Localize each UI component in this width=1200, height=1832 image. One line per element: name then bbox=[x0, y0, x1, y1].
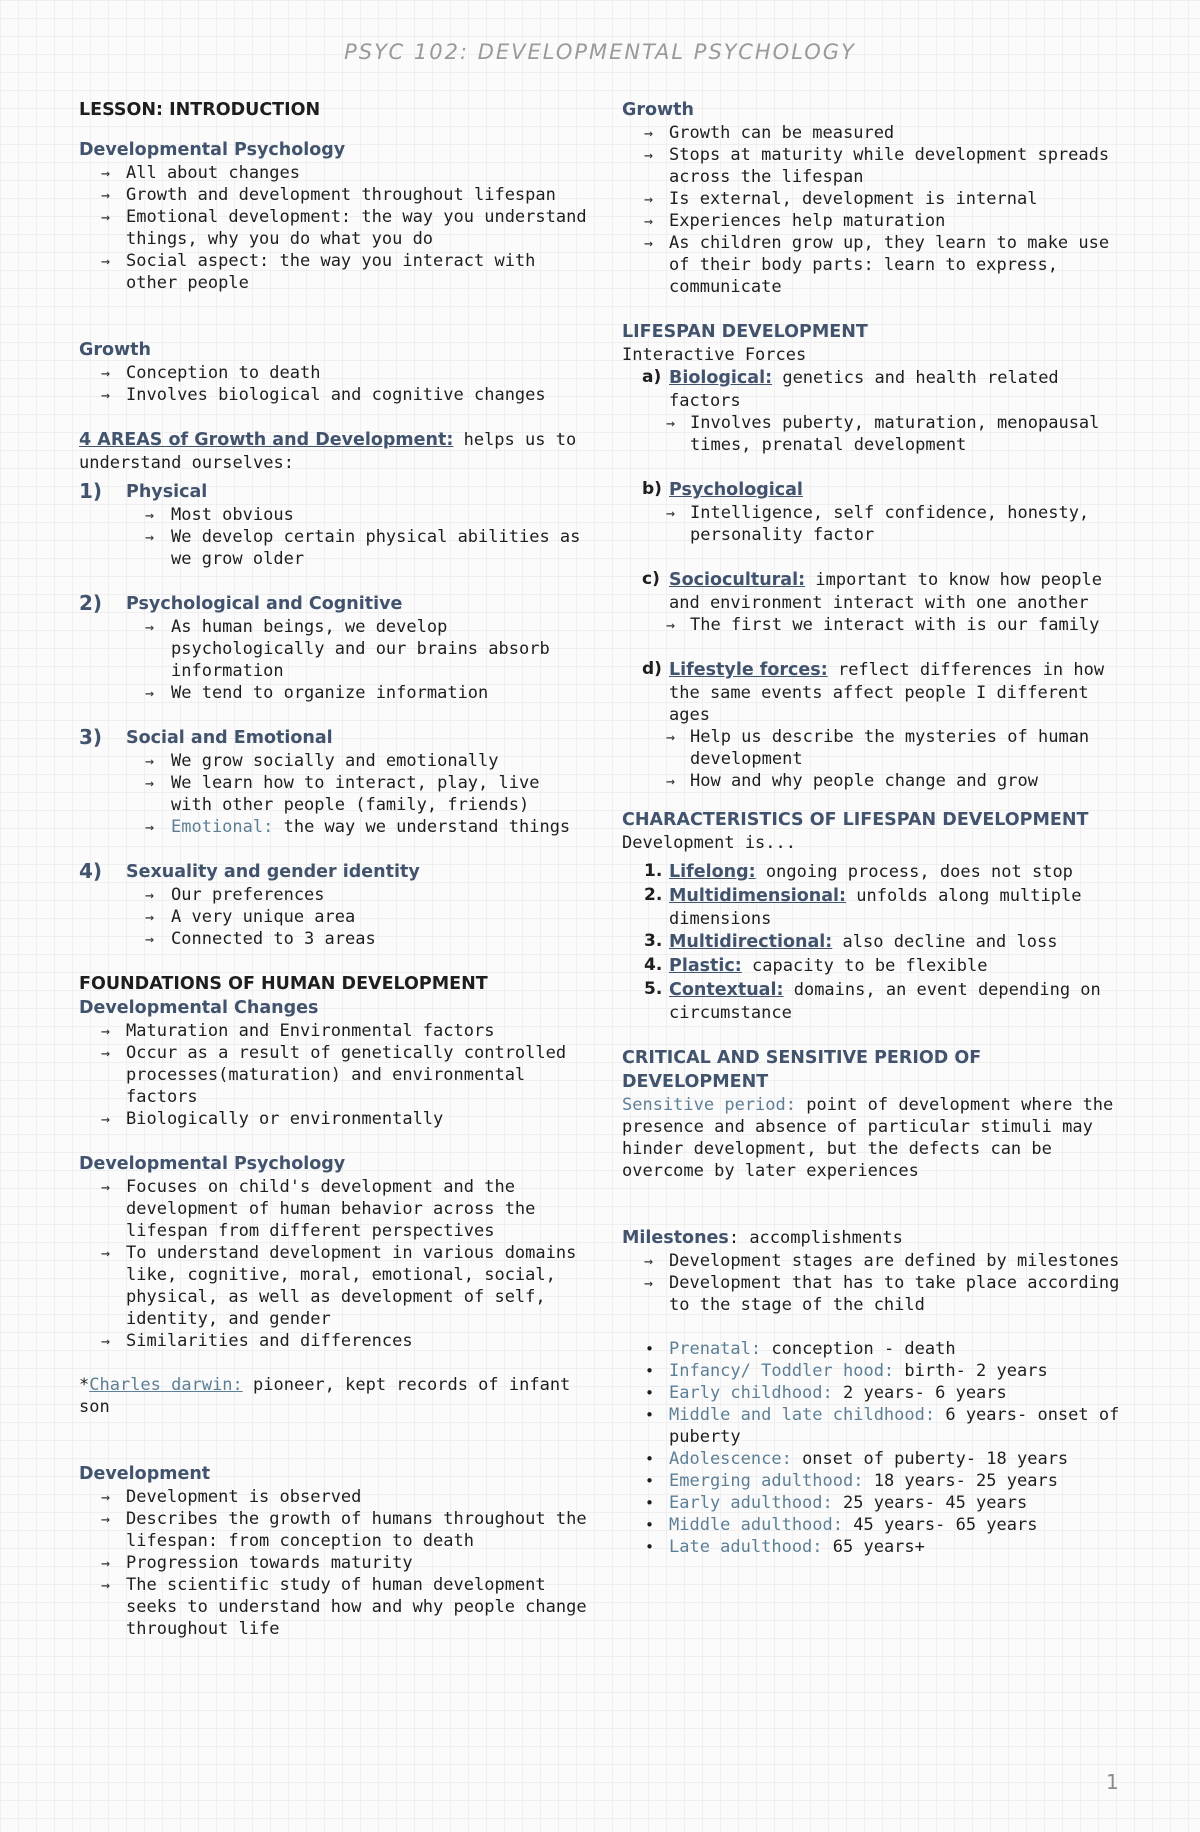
list-item: → Growth can be measured bbox=[622, 122, 1132, 144]
milestones bbox=[622, 1226, 1132, 1250]
dev-psych-heading: Developmental Psychology bbox=[79, 140, 346, 160]
item-label: Multidirectional: bbox=[669, 932, 833, 952]
item-label: Lifelong: bbox=[669, 862, 756, 882]
characteristics-heading: CHARACTERISTICS OF LIFESPAN DEVELOPMENT bbox=[622, 810, 1089, 830]
force-label: Lifestyle forces: bbox=[669, 660, 828, 680]
item-number: 5. bbox=[644, 979, 663, 999]
force-text: important to know how people and environment interact with one another bbox=[669, 570, 1102, 613]
list-item bbox=[79, 816, 589, 838]
area-title: Physical bbox=[126, 482, 208, 502]
item-text: capacity to be flexible bbox=[741, 956, 988, 976]
item-text: ongoing process, does not stop bbox=[755, 862, 1073, 882]
force-letter: b) bbox=[642, 479, 662, 499]
stage-item bbox=[622, 1448, 1132, 1470]
list-item: → Our preferences bbox=[79, 884, 589, 906]
list-item: → Experiences help maturation bbox=[622, 210, 1132, 232]
stage-text: onset of puberty- 18 years bbox=[791, 1449, 1069, 1469]
item-text: unfolds along multiple dimensions bbox=[669, 886, 1082, 929]
list-item: → Connected to 3 areas bbox=[79, 928, 589, 950]
stage-item bbox=[622, 1404, 1132, 1448]
force-label: Biological: bbox=[669, 368, 773, 388]
list-item: → Help us describe the mysteries of human development bbox=[622, 726, 1132, 770]
stage-item bbox=[622, 1536, 1132, 1558]
item-number: 3. bbox=[644, 931, 663, 951]
item-number: 2. bbox=[644, 885, 663, 905]
foundations-heading: FOUNDATIONS OF HUMAN DEVELOPMENT bbox=[79, 974, 488, 994]
emotional-label: Emotional: bbox=[171, 817, 274, 837]
list-item: → We learn how to interact, play, live with other people (family, friends) bbox=[79, 772, 589, 816]
list-item: → Involves biological and cognitive changes bbox=[79, 384, 589, 406]
force-label: Psychological bbox=[669, 480, 803, 500]
list-item: → Development that has to take place according to the stage of the child bbox=[622, 1272, 1132, 1316]
stage-label: Prenatal: bbox=[669, 1339, 762, 1359]
growth-heading-2: Growth bbox=[622, 100, 695, 120]
growth-heading: Growth bbox=[79, 340, 152, 360]
force-text: genetics and health related factors bbox=[669, 368, 1059, 411]
sensitive-label: Sensitive period: bbox=[622, 1095, 796, 1115]
characteristic-item bbox=[622, 978, 1132, 1024]
darwin-note bbox=[79, 1374, 589, 1418]
milestones-label: Milestones bbox=[622, 1228, 729, 1248]
area-1 bbox=[79, 480, 589, 504]
dev-changes-heading: Developmental Changes bbox=[79, 998, 319, 1018]
list-item: → We tend to organize information bbox=[79, 682, 589, 704]
stage-label: Early adulthood: bbox=[669, 1493, 833, 1513]
critical-heading: CRITICAL AND SENSITIVE PERIOD OF DEVELOPMENT bbox=[622, 1048, 982, 1092]
emotional-text: the way we understand things bbox=[273, 817, 571, 837]
area-title: Social and Emotional bbox=[126, 728, 333, 748]
stage-item bbox=[622, 1514, 1132, 1536]
list-item: → Stops at maturity while development spreads across the lifespan bbox=[622, 144, 1132, 188]
list-item: → Development is observed bbox=[79, 1486, 589, 1508]
stage-item bbox=[622, 1338, 1132, 1360]
interactive-forces: Interactive Forces bbox=[622, 345, 807, 365]
characteristic-item bbox=[622, 884, 1132, 930]
area-number: 1) bbox=[79, 479, 103, 503]
list-item: → Social aspect: the way you interact with other people bbox=[79, 250, 589, 294]
page-number: 1 bbox=[1106, 1770, 1119, 1794]
area-2 bbox=[79, 592, 589, 616]
area-title: Sexuality and gender identity bbox=[126, 862, 420, 882]
list-item: → We grow socially and emotionally bbox=[79, 750, 589, 772]
page-title: PSYC 102: DEVELOPMENTAL PSYCHOLOGY bbox=[344, 40, 856, 64]
list-item: → Maturation and Environmental factors bbox=[79, 1020, 589, 1042]
stage-label: Early childhood: bbox=[669, 1383, 833, 1403]
stage-label: Emerging adulthood: bbox=[669, 1471, 864, 1491]
list-item: → Intelligence, self confidence, honesty, personality factor bbox=[622, 502, 1132, 546]
darwin-name: Charles darwin: bbox=[89, 1375, 243, 1395]
lifespan-heading: LIFESPAN DEVELOPMENT bbox=[622, 322, 868, 342]
list-item: → Occur as a result of genetically controlled processes(maturation) and environmental factors bbox=[79, 1042, 589, 1108]
list-item: → Focuses on child's development and the development of human behavior across the lifespan from different perspectives bbox=[79, 1176, 589, 1242]
stage-text: 18 years- 25 years bbox=[863, 1471, 1058, 1491]
left-column bbox=[79, 98, 589, 1640]
list-item: → The scientific study of human development seeks to understand how and why people change throughout life bbox=[79, 1574, 589, 1640]
area-4 bbox=[79, 860, 589, 884]
item-label: Multidimensional: bbox=[669, 886, 847, 906]
characteristic-item bbox=[622, 860, 1132, 884]
milestones-text: : accomplishments bbox=[728, 1228, 903, 1248]
list-item: → All about changes bbox=[79, 162, 589, 184]
areas-heading: 4 AREAS of Growth and Development: bbox=[79, 430, 454, 450]
asterisk: * bbox=[79, 1375, 90, 1395]
force-biological bbox=[622, 366, 1132, 412]
item-text: domains, an event depending on circumstance bbox=[669, 980, 1101, 1023]
list-item: → Growth and development throughout lifespan bbox=[79, 184, 589, 206]
stage-item bbox=[622, 1360, 1132, 1382]
force-letter: a) bbox=[642, 367, 662, 387]
stage-text: 65 years+ bbox=[822, 1537, 925, 1557]
list-item: → A very unique area bbox=[79, 906, 589, 928]
item-number: 4. bbox=[644, 955, 663, 975]
list-item: → The first we interact with is our family bbox=[622, 614, 1132, 636]
stage-label: Late adulthood: bbox=[669, 1537, 823, 1557]
areas-intro bbox=[79, 428, 589, 474]
item-label: Contextual: bbox=[669, 980, 784, 1000]
stage-item bbox=[622, 1382, 1132, 1404]
stage-text: 45 years- 65 years bbox=[843, 1515, 1038, 1535]
force-psychological bbox=[622, 478, 1132, 502]
list-item: → Conception to death bbox=[79, 362, 589, 384]
areas-text: helps us to understand ourselves: bbox=[79, 430, 577, 473]
area-number: 4) bbox=[79, 859, 103, 883]
characteristic-item bbox=[622, 930, 1132, 954]
list-item: → Development stages are defined by milestones bbox=[622, 1250, 1132, 1272]
force-letter: c) bbox=[642, 569, 660, 589]
list-item: → Similarities and differences bbox=[79, 1330, 589, 1352]
dev-psych-heading-2: Developmental Psychology bbox=[79, 1154, 346, 1174]
list-item: → As human beings, we develop psychologically and our brains absorb information bbox=[79, 616, 589, 682]
item-text: also decline and loss bbox=[832, 932, 1058, 952]
area-number: 2) bbox=[79, 591, 103, 615]
force-letter: d) bbox=[642, 659, 662, 679]
force-sociocultural bbox=[622, 568, 1132, 614]
list-item: → We develop certain physical abilities as we grow older bbox=[79, 526, 589, 570]
list-item: → Most obvious bbox=[79, 504, 589, 526]
list-item: → Is external, development is internal bbox=[622, 188, 1132, 210]
lesson-heading: LESSON: INTRODUCTION bbox=[79, 100, 321, 120]
right-column bbox=[622, 98, 1132, 1558]
list-item: → Describes the growth of humans throughout the lifespan: from conception to death bbox=[79, 1508, 589, 1552]
stage-item bbox=[622, 1470, 1132, 1492]
sensitive-period bbox=[622, 1094, 1132, 1182]
stage-text: 25 years- 45 years bbox=[832, 1493, 1028, 1513]
force-label: Sociocultural: bbox=[669, 570, 806, 590]
characteristic-item bbox=[622, 954, 1132, 978]
area-3 bbox=[79, 726, 589, 750]
list-item: → To understand development in various domains like, cognitive, moral, emotional, social, physical, as well as development of self, identity, and gender bbox=[79, 1242, 589, 1330]
darwin-text: pioneer, kept records of infant son bbox=[79, 1375, 571, 1417]
stage-label: Infancy/ Toddler hood: bbox=[669, 1361, 895, 1381]
stage-label: Middle and late childhood: bbox=[669, 1405, 936, 1425]
development-heading: Development bbox=[79, 1464, 211, 1484]
stage-label: Middle adulthood: bbox=[669, 1515, 843, 1535]
stage-text: conception - death bbox=[761, 1339, 956, 1359]
stage-item bbox=[622, 1492, 1132, 1514]
force-text: reflect differences in how the same events affect people I different ages bbox=[669, 660, 1105, 725]
force-lifestyle bbox=[622, 658, 1132, 726]
list-item: → Biologically or environmentally bbox=[79, 1108, 589, 1130]
sensitive-text: point of development where the presence and absence of particular stimuli may hinder development, but the defects can be overcome by later experiences bbox=[622, 1095, 1114, 1181]
area-title: Psychological and Cognitive bbox=[126, 594, 403, 614]
area-number: 3) bbox=[79, 725, 103, 749]
stage-label: Adolescence: bbox=[669, 1449, 792, 1469]
stage-text: birth- 2 years bbox=[894, 1361, 1048, 1381]
characteristics-intro: Development is... bbox=[622, 833, 796, 853]
item-number: 1. bbox=[644, 861, 663, 881]
stage-text: 6 years- onset of puberty bbox=[669, 1405, 1120, 1447]
list-item: → Progression towards maturity bbox=[79, 1552, 589, 1574]
list-item: → How and why people change and grow bbox=[622, 770, 1132, 792]
list-item: → Emotional development: the way you understand things, why you do what you do bbox=[79, 206, 589, 250]
item-label: Plastic: bbox=[669, 956, 742, 976]
list-item: → Involves puberty, maturation, menopausal times, prenatal development bbox=[622, 412, 1132, 456]
stage-text: 2 years- 6 years bbox=[832, 1383, 1007, 1403]
list-item: → As children grow up, they learn to make use of their body parts: learn to express, communicate bbox=[622, 232, 1132, 298]
